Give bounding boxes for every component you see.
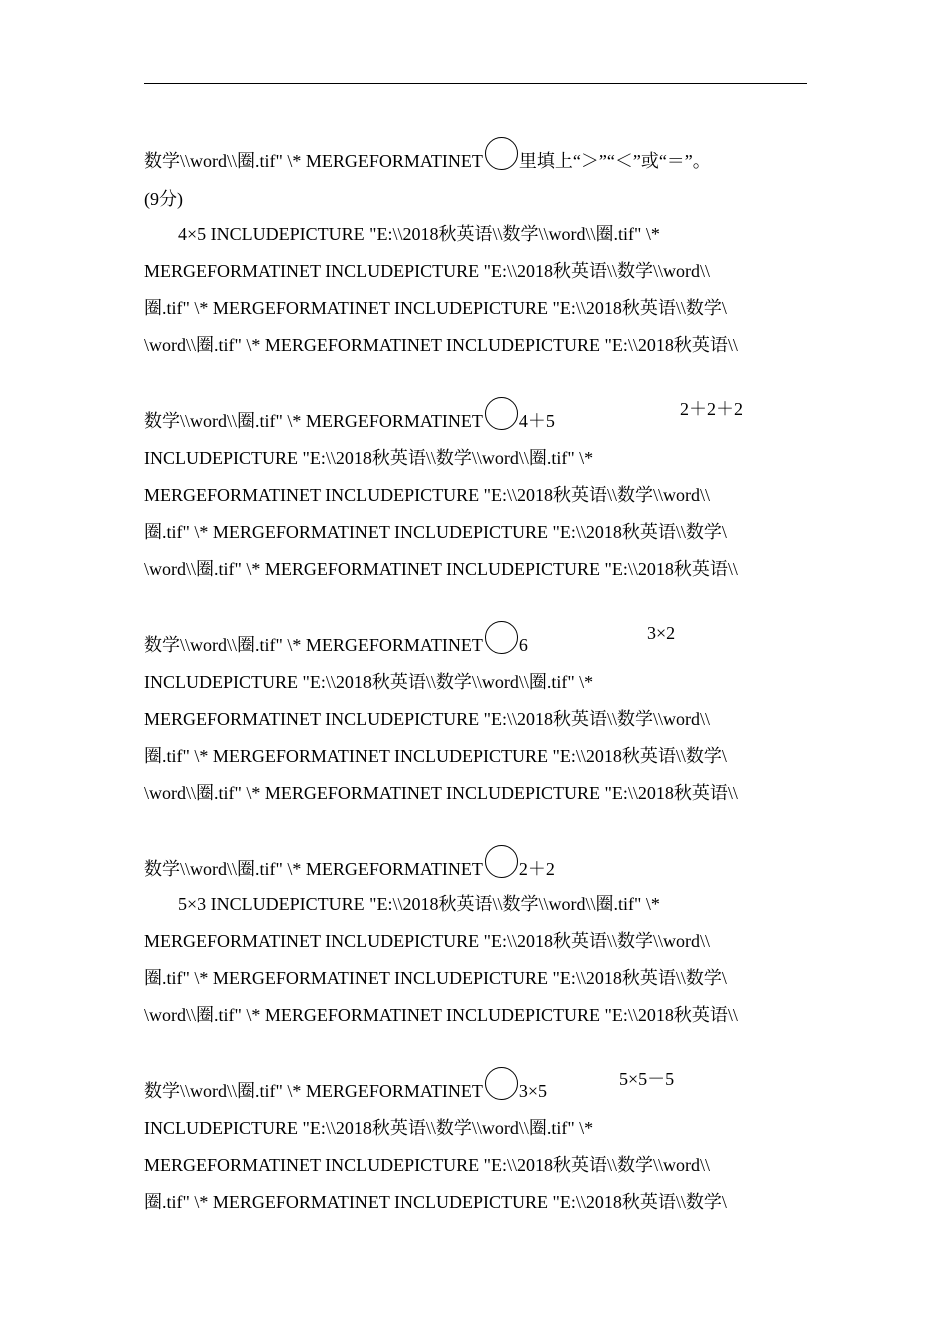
text-line: 5×3 INCLUDEPICTURE "E:\\2018秋英语\\数学\\word\\圈.tif" \*: [178, 894, 660, 914]
text-span: 数学\\word\\圈.tif" \* MERGEFORMATINET: [144, 635, 483, 655]
circle-blank-icon: [485, 621, 518, 654]
circle-blank-icon: [485, 397, 518, 430]
header-rule: [144, 83, 807, 84]
text-line: MERGEFORMATINET INCLUDEPICTURE "E:\\2018秋英语\\数学\\word\\: [144, 1155, 711, 1175]
circle-blank-icon: [485, 137, 518, 170]
text-line: 圈.tif" \* MERGEFORMATINET INCLUDEPICTURE "E:\\2018秋英语\\数学\: [144, 1192, 727, 1212]
text-span: 数学\\word\\圈.tif" \* MERGEFORMATINET: [144, 859, 483, 879]
text-line: INCLUDEPICTURE "E:\\2018秋英语\\数学\\word\\圈.tif" \*: [144, 672, 594, 692]
text-line: 圈.tif" \* MERGEFORMATINET INCLUDEPICTURE "E:\\2018秋英语\\数学\: [144, 522, 727, 542]
text-span: 2＋2＋2: [680, 399, 743, 419]
text-line: INCLUDEPICTURE "E:\\2018秋英语\\数学\\word\\圈.tif" \*: [144, 448, 594, 468]
text-span: 5×5－5: [619, 1069, 675, 1089]
text-span: 3×5: [518, 1081, 548, 1101]
text-span: 数学\\word\\圈.tif" \* MERGEFORMATINET: [144, 1081, 483, 1101]
text-line: MERGEFORMATINET INCLUDEPICTURE "E:\\2018秋英语\\数学\\word\\: [144, 485, 711, 505]
text-span: 3×2: [647, 623, 676, 643]
text-span: 4＋5: [518, 411, 555, 431]
text-line: \word\\圈.tif" \* MERGEFORMATINET INCLUDEPICTURE "E:\\2018秋英语\\: [144, 335, 738, 355]
circle-blank-icon: [485, 845, 518, 878]
text-line: 4×5 INCLUDEPICTURE "E:\\2018秋英语\\数学\\word\\圈.tif" \*: [178, 224, 660, 244]
text-line: 圈.tif" \* MERGEFORMATINET INCLUDEPICTURE "E:\\2018秋英语\\数学\: [144, 746, 727, 766]
text-line: INCLUDEPICTURE "E:\\2018秋英语\\数学\\word\\圈.tif" \*: [144, 1118, 594, 1138]
circle-blank-icon: [485, 1067, 518, 1100]
text-line: [144, 1067, 547, 1103]
text-span: 2＋2: [518, 859, 555, 879]
text-line: 圈.tif" \* MERGEFORMATINET INCLUDEPICTURE "E:\\2018秋英语\\数学\: [144, 968, 727, 988]
text-line: [144, 397, 555, 433]
text-line: [144, 137, 711, 173]
text-line: MERGEFORMATINET INCLUDEPICTURE "E:\\2018秋英语\\数学\\word\\: [144, 931, 711, 951]
text-line: [144, 845, 555, 881]
text-span: 6: [518, 635, 528, 655]
text-line: \word\\圈.tif" \* MERGEFORMATINET INCLUDEPICTURE "E:\\2018秋英语\\: [144, 1005, 738, 1025]
text-line: MERGEFORMATINET INCLUDEPICTURE "E:\\2018秋英语\\数学\\word\\: [144, 709, 711, 729]
text-span: 数学\\word\\圈.tif" \* MERGEFORMATINET: [144, 151, 483, 171]
text-line: MERGEFORMATINET INCLUDEPICTURE "E:\\2018秋英语\\数学\\word\\: [144, 261, 711, 281]
text-line: \word\\圈.tif" \* MERGEFORMATINET INCLUDEPICTURE "E:\\2018秋英语\\: [144, 559, 738, 579]
text-line: 圈.tif" \* MERGEFORMATINET INCLUDEPICTURE "E:\\2018秋英语\\数学\: [144, 298, 727, 318]
text-line: \word\\圈.tif" \* MERGEFORMATINET INCLUDEPICTURE "E:\\2018秋英语\\: [144, 783, 738, 803]
text-line: (9分): [144, 189, 183, 209]
text-line: [144, 621, 528, 657]
text-span: 里填上“＞”“＜”或“＝”。: [518, 151, 711, 171]
text-span: 数学\\word\\圈.tif" \* MERGEFORMATINET: [144, 411, 483, 431]
